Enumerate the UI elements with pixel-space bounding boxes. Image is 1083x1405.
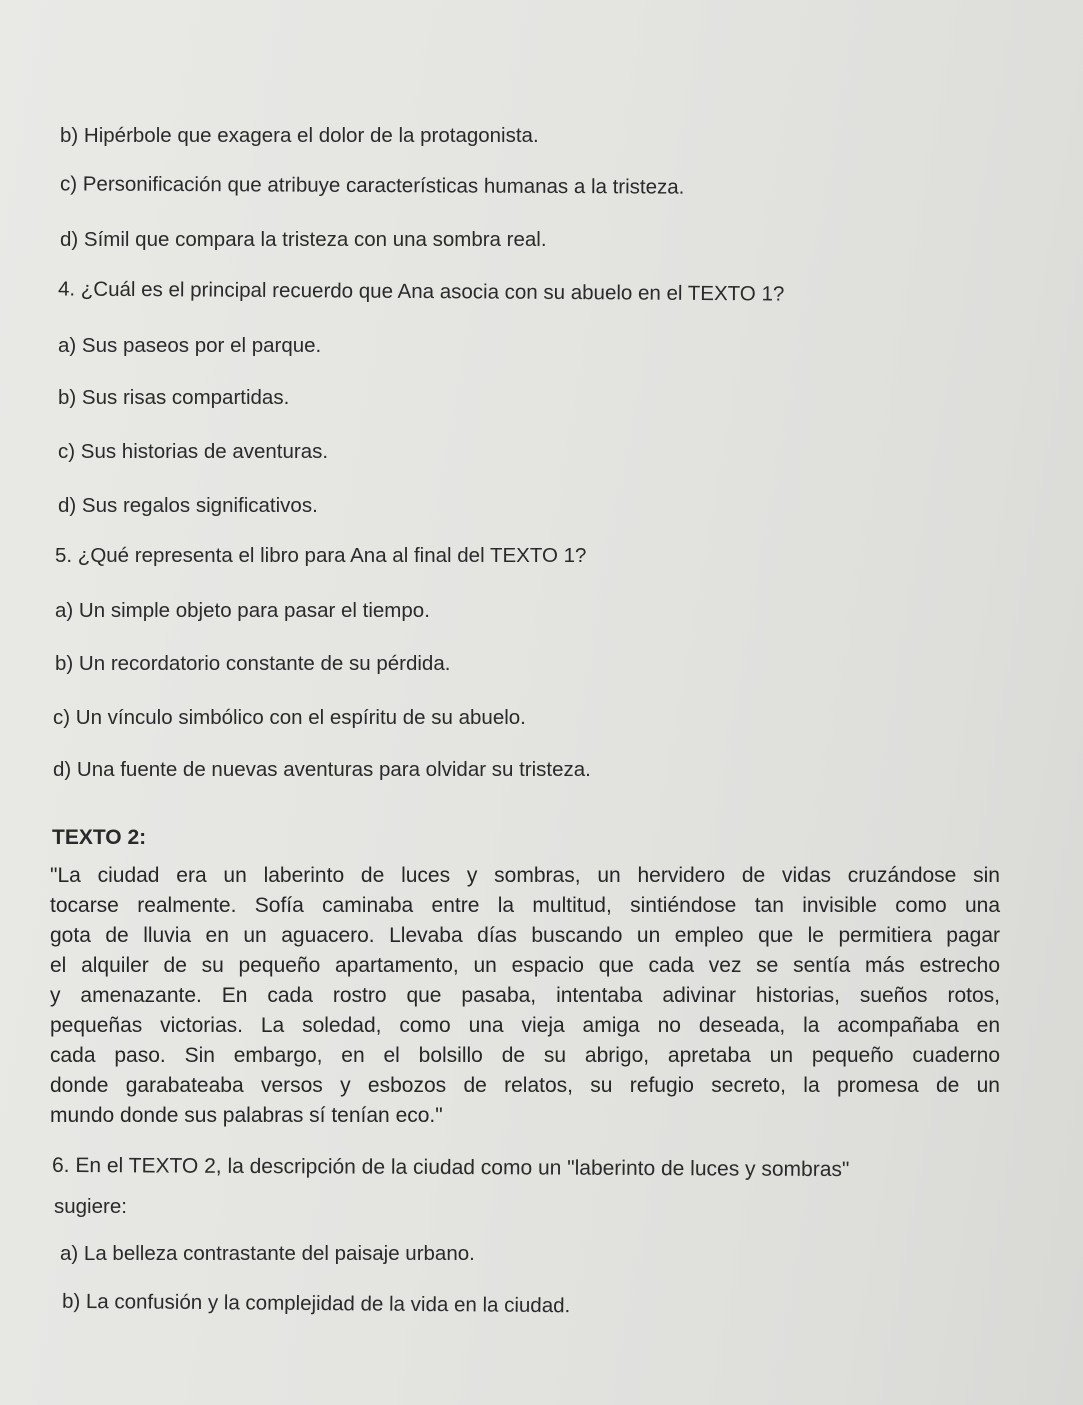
passage-line: pequeñas victorias. La soledad, como una vieja amiga no deseada, la acompañaba en [50, 1014, 1000, 1037]
q3-option-c: c) Personificación que atribuye características humanas a la tristeza. [59, 172, 685, 199]
q4-option-c: c) Sus historias de aventuras. [58, 440, 329, 463]
passage-line: gota de lluvia en un aguacero. Llevaba días buscando un empleo que le permitiera pagar [50, 924, 1000, 947]
q5-question: 5. ¿Qué representa el libro para Ana al final del TEXTO 1? [55, 544, 587, 567]
q5-option-b: b) Un recordatorio constante de su pérdida. [55, 652, 451, 675]
texto2-heading: TEXTO 2: [52, 826, 147, 849]
q5-option-a: a) Un simple objeto para pasar el tiempo. [55, 599, 430, 622]
q3-option-b: b) Hipérbole que exagera el dolor de la protagonista. [60, 124, 539, 147]
show-through-text [852, 290, 1083, 571]
passage-line: cada paso. Sin embargo, en el bolsillo de su abrigo, apretaba un pequeño cuaderno [50, 1044, 1000, 1067]
q4-option-a: a) Sus paseos por el parque. [58, 334, 322, 357]
texto2-passage [50, 861, 1000, 1131]
q5-option-d: d) Una fuente de nuevas aventuras para olvidar su tristeza. [53, 758, 591, 781]
q3-option-d: d) Símil que compara la tristeza con una sombra real. [60, 228, 547, 251]
q4-question: 4. ¿Cuál es el principal recuerdo que Ana asocia con su abuelo en el TEXTO 1? [57, 277, 785, 306]
q6-option-a: a) La belleza contrastante del paisaje urbano. [60, 1242, 475, 1265]
passage-line: tocarse realmente. Sofía caminaba entre la multitud, sintiéndose tan invisible como una [50, 894, 1000, 917]
passage-line: donde garabateaba versos y esbozos de relatos, su refugio secreto, la promesa de un [50, 1074, 1000, 1097]
passage-line: el alquiler de su pequeño apartamento, un espacio que cada vez se sentía más estrecho [50, 954, 1000, 977]
q5-option-c: c) Un vínculo simbólico con el espíritu de su abuelo. [53, 706, 526, 729]
q4-option-b: b) Sus risas compartidas. [58, 386, 290, 409]
q4-option-d: d) Sus regalos significativos. [58, 494, 318, 517]
passage-line: y amenazante. En cada rostro que pasaba, intentaba adivinar historias, sueños rotos, [50, 984, 1000, 1007]
q6-question-line1: 6. En el TEXTO 2, la descripción de la ciudad como un "laberinto de luces y sombras" [51, 1153, 850, 1182]
q6-option-b: b) La confusión y la complejidad de la vida en la ciudad. [61, 1289, 571, 1318]
q6-question-line2: sugiere: [54, 1195, 127, 1218]
passage-line: mundo donde sus palabras sí tenían eco." [50, 1104, 443, 1127]
passage-line: "La ciudad era un laberinto de luces y sombras, un hervidero de vidas cruzándose sin [50, 864, 1000, 887]
